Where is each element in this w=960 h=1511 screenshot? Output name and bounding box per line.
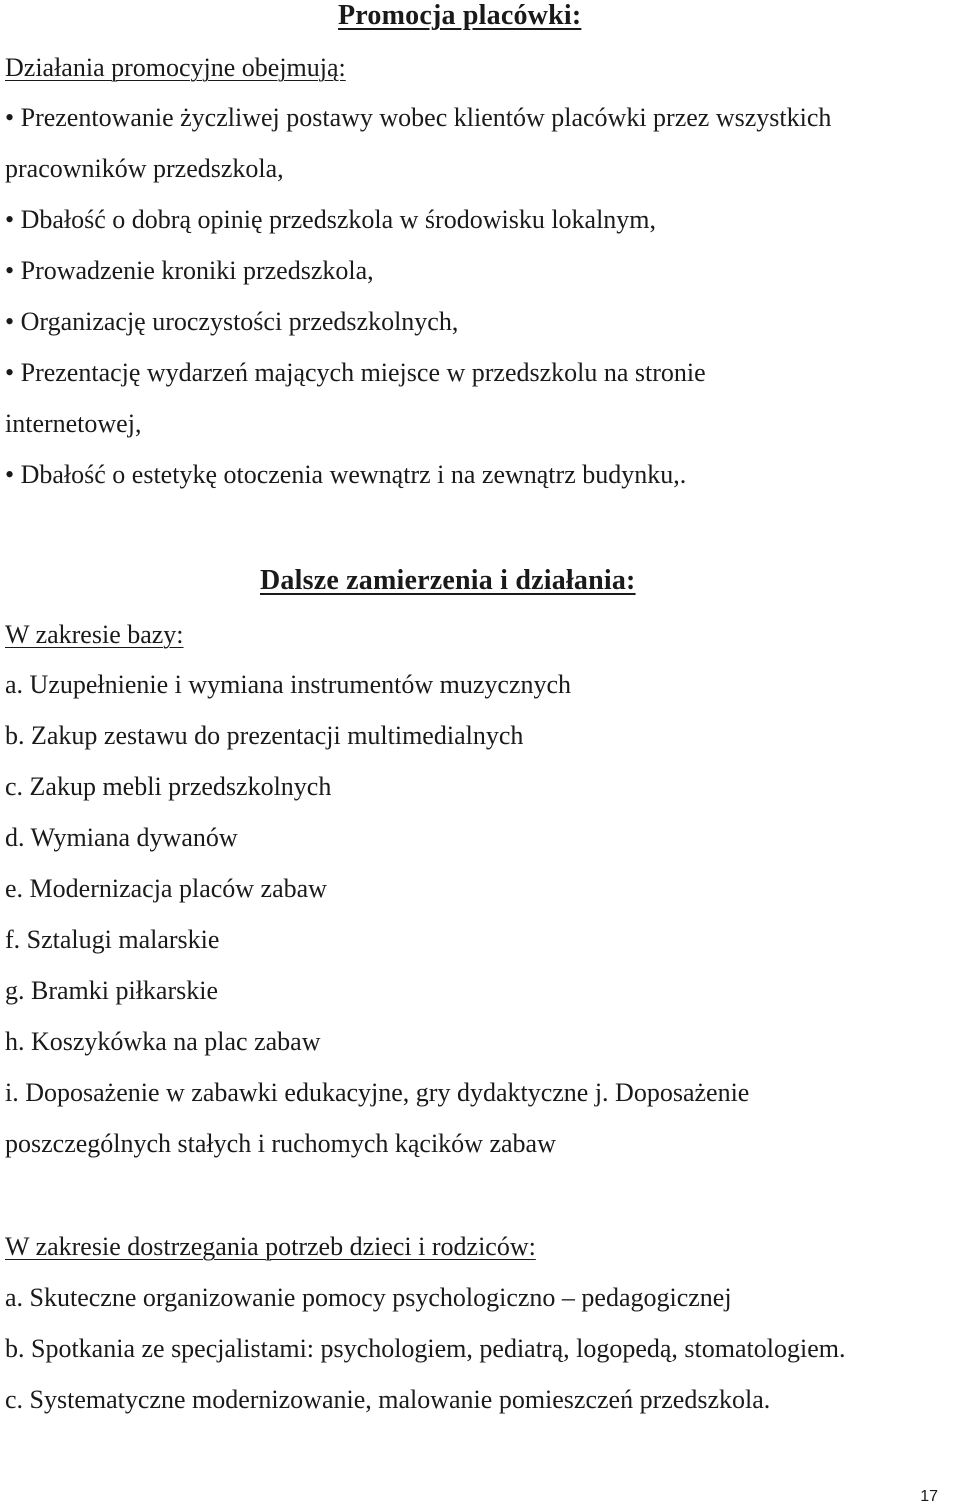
list-item: h. Koszykówka na plac zabaw — [5, 1027, 321, 1056]
section-title-further-plans: Dalsze zamierzenia i działania: — [260, 565, 636, 596]
list-item: poszczególnych stałych i ruchomych kącików zabaw — [5, 1129, 556, 1158]
list-item: c. Systematyczne modernizowanie, malowanie pomieszczeń przedszkola. — [5, 1385, 771, 1414]
list-item: a. Uzupełnienie i wymiana instrumentów muzycznych — [5, 670, 572, 699]
subheading-promotion-activities: Działania promocyjne obejmują: — [5, 53, 346, 82]
list-item: e. Modernizacja placów zabaw — [5, 874, 327, 903]
list-item: c. Zakup mebli przedszkolnych — [5, 772, 332, 801]
list-item: • Dbałość o estetykę otoczenia wewnątrz i na zewnątrz budynku,. — [5, 460, 687, 489]
subheading-base: W zakresie bazy: — [5, 620, 184, 649]
list-item: i. Doposażenie w zabawki edukacyjne, gry dydaktyczne j. Doposażenie — [5, 1078, 750, 1107]
list-item: b. Zakup zestawu do prezentacji multimedialnych — [5, 721, 524, 750]
list-item: internetowej, — [5, 409, 142, 438]
subheading-needs: W zakresie dostrzegania potrzeb dzieci i rodziców: — [5, 1232, 536, 1261]
list-item: a. Skuteczne organizowanie pomocy psychologiczno – pedagogicznej — [5, 1283, 732, 1312]
list-item: • Prowadzenie kroniki przedszkola, — [5, 256, 374, 285]
list-item: • Prezentację wydarzeń mających miejsce w przedszkolu na stronie — [5, 358, 706, 387]
list-item: f. Sztalugi malarskie — [5, 925, 220, 954]
list-item: pracowników przedszkola, — [5, 154, 284, 183]
list-item: g. Bramki piłkarskie — [5, 976, 219, 1005]
list-item: d. Wymiana dywanów — [5, 823, 238, 852]
page-number: 17 — [920, 1488, 938, 1505]
list-item: • Organizację uroczystości przedszkolnych, — [5, 307, 459, 336]
list-item: • Dbałość o dobrą opinię przedszkola w środowisku lokalnym, — [5, 205, 657, 234]
list-item: • Prezentowanie życzliwej postawy wobec klientów placówki przez wszystkich — [5, 103, 832, 132]
list-item: b. Spotkania ze specjalistami: psychologiem, pediatrą, logopedą, stomatologiem. — [5, 1334, 846, 1363]
section-title-promotion: Promocja placówki: — [338, 0, 582, 31]
